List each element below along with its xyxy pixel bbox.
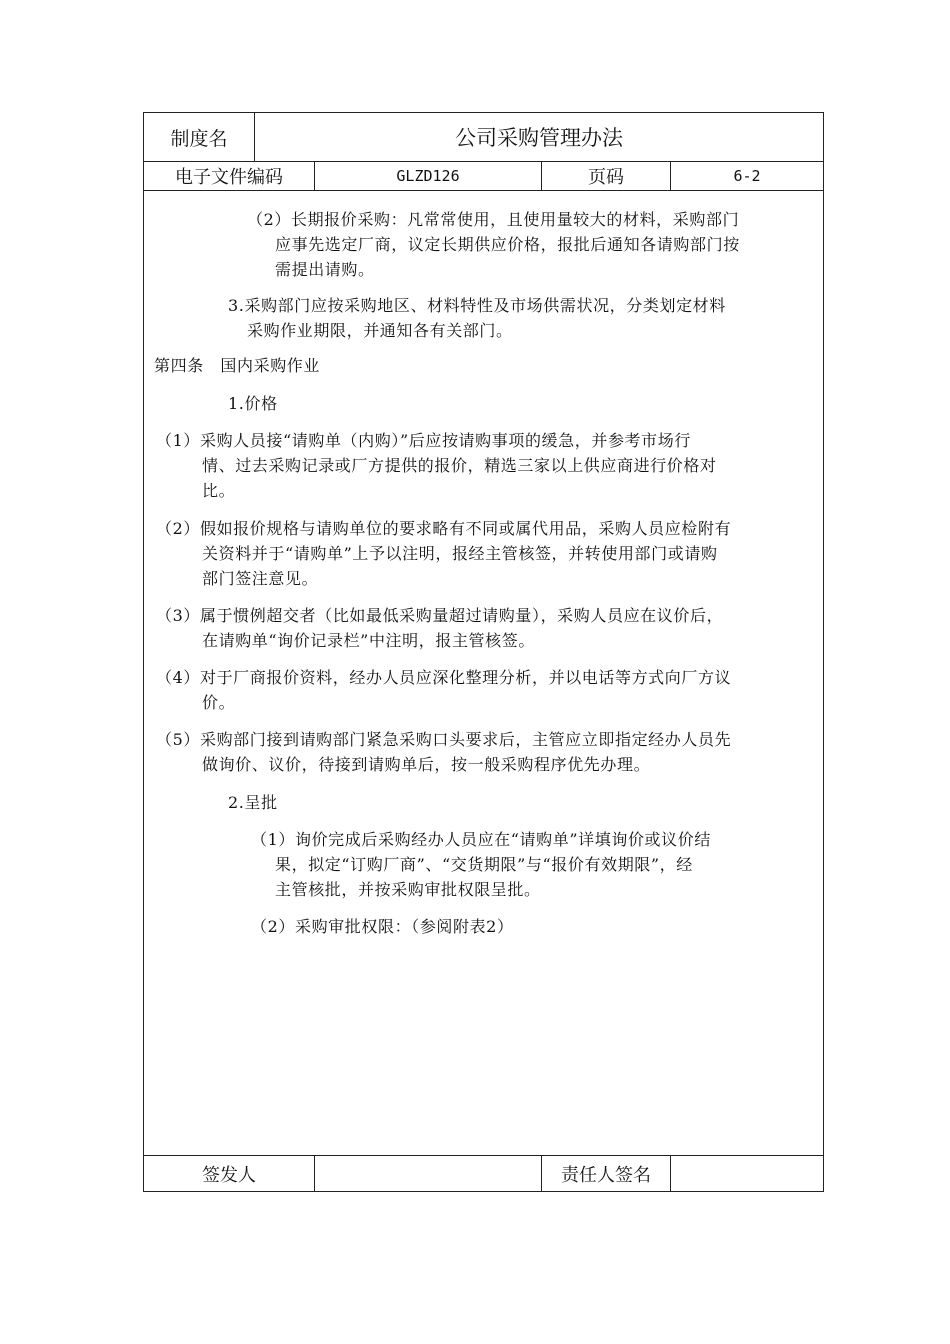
issuer-field bbox=[314, 1156, 541, 1191]
responsible-field bbox=[670, 1156, 823, 1191]
text-line: （1）采购人员接“请购单（内购）”后应按请购事项的缓急，并参考市场行 bbox=[156, 431, 691, 450]
text-line: （1）询价完成后采购经办人员应在“请购单”详填询价或议价结 bbox=[251, 830, 711, 849]
text-line: （2）采购审批权限：（参阅附表2） bbox=[251, 917, 514, 936]
text-line: 应事先选定厂商，议定长期供应价格，报批后通知各请购部门按 bbox=[275, 235, 740, 254]
text-line: 部门签注意见。 bbox=[202, 569, 319, 588]
article-heading: 第四条 国内采购作业 bbox=[154, 356, 321, 375]
text-line: 做询价、议价，待接到请购单后，按一般采购程序优先办理。 bbox=[202, 755, 651, 774]
text-line: 3.采购部门应按采购地区、材料特性及市场供需状况，分类划定材料 bbox=[228, 296, 726, 315]
policy-label: 制度名 bbox=[170, 127, 228, 150]
text-line: 比。 bbox=[202, 481, 236, 500]
text-line: 采购作业期限，并通知各有关部门。 bbox=[247, 321, 513, 340]
issuer-label: 签发人 bbox=[202, 1164, 256, 1186]
page-title: 公司采购管理办法 bbox=[254, 113, 823, 161]
responsible-label: 责任人签名 bbox=[541, 1156, 670, 1191]
document-body bbox=[144, 191, 823, 1155]
section-heading: 1.价格 bbox=[228, 394, 278, 413]
text-line: （4）对于厂商报价资料，经办人员应深化整理分析，并以电话等方式向厂方议 bbox=[156, 668, 732, 687]
text-line: 在请购单“询价记录栏”中注明，报主管核签。 bbox=[202, 631, 535, 650]
section-heading: 2.呈批 bbox=[228, 793, 278, 812]
text-line: 果，拟定“订购厂商”、“交货期限”与“报价有效期限”，经 bbox=[275, 855, 693, 874]
header-row-title bbox=[144, 113, 823, 162]
file-code-label: 电子文件编码 bbox=[175, 167, 283, 188]
header-row-meta bbox=[144, 162, 823, 191]
text-line: 需提出请购。 bbox=[275, 260, 375, 279]
text-line: （3）属于惯例超交者（比如最低采购量超过请购量），采购人员应在议价后， bbox=[156, 606, 724, 625]
text-line: 情、过去采购记录或厂方提供的报价，精选三家以上供应商进行价格对 bbox=[202, 456, 717, 475]
document-form bbox=[143, 112, 824, 1192]
text-line: 价。 bbox=[202, 693, 236, 712]
page-number: 6-2 bbox=[670, 162, 823, 190]
text-line: （5）采购部门接到请购部门紧急采购口头要求后，主管应立即指定经办人员先 bbox=[156, 730, 732, 749]
signature-row bbox=[144, 1155, 823, 1191]
file-code-value: GLZD126 bbox=[314, 162, 541, 190]
text-line: （2）长期报价采购：凡常常使用，且使用量较大的材料，采购部门 bbox=[247, 210, 740, 229]
page-label: 页码 bbox=[541, 162, 670, 190]
text-line: 关资料并于“请购单”上予以注明，报经主管核签，并转使用部门或请购 bbox=[202, 544, 718, 563]
text-line: 主管核批，并按采购审批权限呈批。 bbox=[275, 880, 541, 899]
text-line: （2）假如报价规格与请购单位的要求略有不同或属代用品，采购人员应检附有 bbox=[156, 519, 732, 538]
